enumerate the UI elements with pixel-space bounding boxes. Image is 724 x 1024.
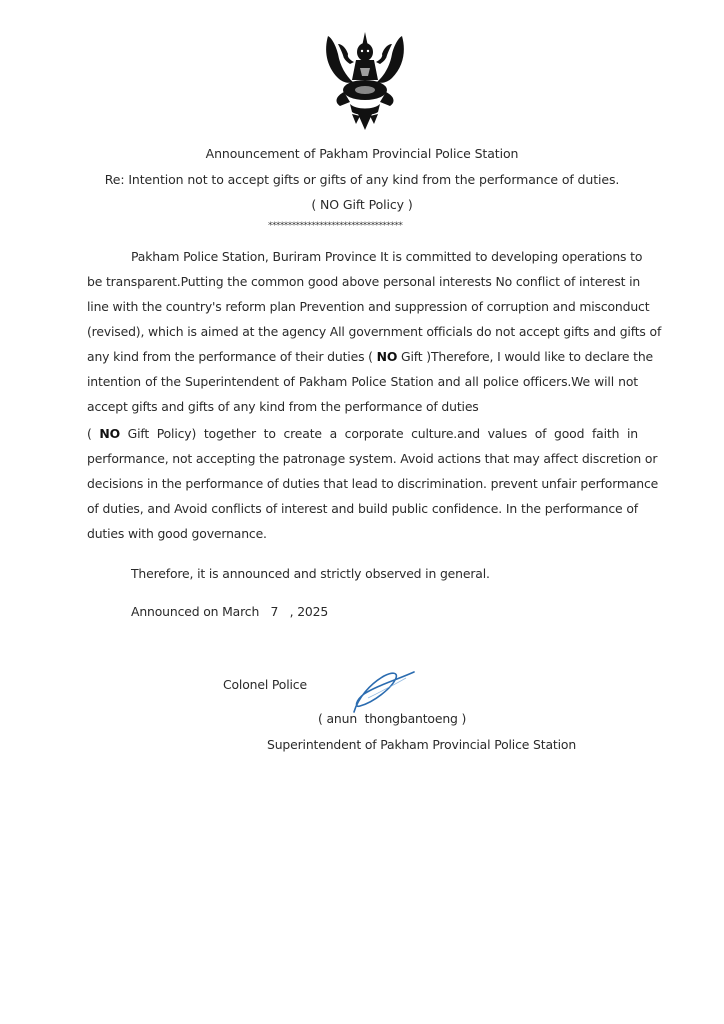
body-line: be transparent.Putting the common good above personal interests No conflict of interest in	[87, 274, 641, 289]
body-line: duties with good governance.	[87, 526, 267, 541]
body-line: intention of the Superintendent of Pakham Police Station and all police officers.We will not	[87, 374, 638, 389]
announcement-title: Announcement of Pakham Provincial Police Station	[205, 146, 519, 161]
body-line: accept gifts and gifts of any kind from the performance of duties	[87, 399, 479, 414]
body-text: Gift )Therefore, I would like to declare the	[397, 349, 654, 364]
separator-line: **********************************	[268, 221, 403, 231]
signatory-position: Superintendent of Pakham Provincial Police Station	[267, 737, 577, 752]
closing-statement: Therefore, it is announced and strictly observed in general.	[131, 566, 490, 581]
signatory-name: ( anun thongbantoeng )	[318, 711, 467, 726]
body-text: any kind from the performance of their duties (	[87, 349, 377, 364]
policy-label: ( NO Gift Policy )	[311, 197, 413, 212]
body-text: Gift Policy) together to create a corporate culture.and values of good faith in	[119, 426, 638, 441]
body-text: (	[87, 426, 100, 441]
body-line	[87, 348, 654, 366]
signature-icon	[348, 668, 418, 714]
body-line: (revised), which is aimed at the agency All government officials do not accept gifts and gifts of	[87, 324, 662, 339]
announcement-subject: Re: Intention not to accept gifts or gifts of any kind from the performance of duties.	[104, 172, 620, 187]
no-emphasis: NO	[99, 426, 120, 441]
announcement-date: Announced on March 7 , 2025	[131, 604, 329, 619]
body-line: of duties, and Avoid conflicts of interest and build public confidence. In the performance of	[87, 501, 638, 516]
body-line	[87, 425, 638, 443]
body-line: decisions in the performance of duties that lead to discrimination. prevent unfair performance	[87, 476, 659, 491]
garuda-emblem-icon	[320, 30, 410, 132]
body-line: Pakham Police Station, Buriram Province It is committed to developing operations to	[131, 249, 643, 264]
body-line: line with the country's reform plan Prevention and suppression of corruption and misconduct	[87, 299, 650, 314]
body-line: performance, not accepting the patronage system. Avoid actions that may affect discretion or	[87, 451, 658, 466]
signatory-rank: Colonel Police	[223, 677, 307, 692]
no-emphasis: NO	[376, 349, 398, 364]
